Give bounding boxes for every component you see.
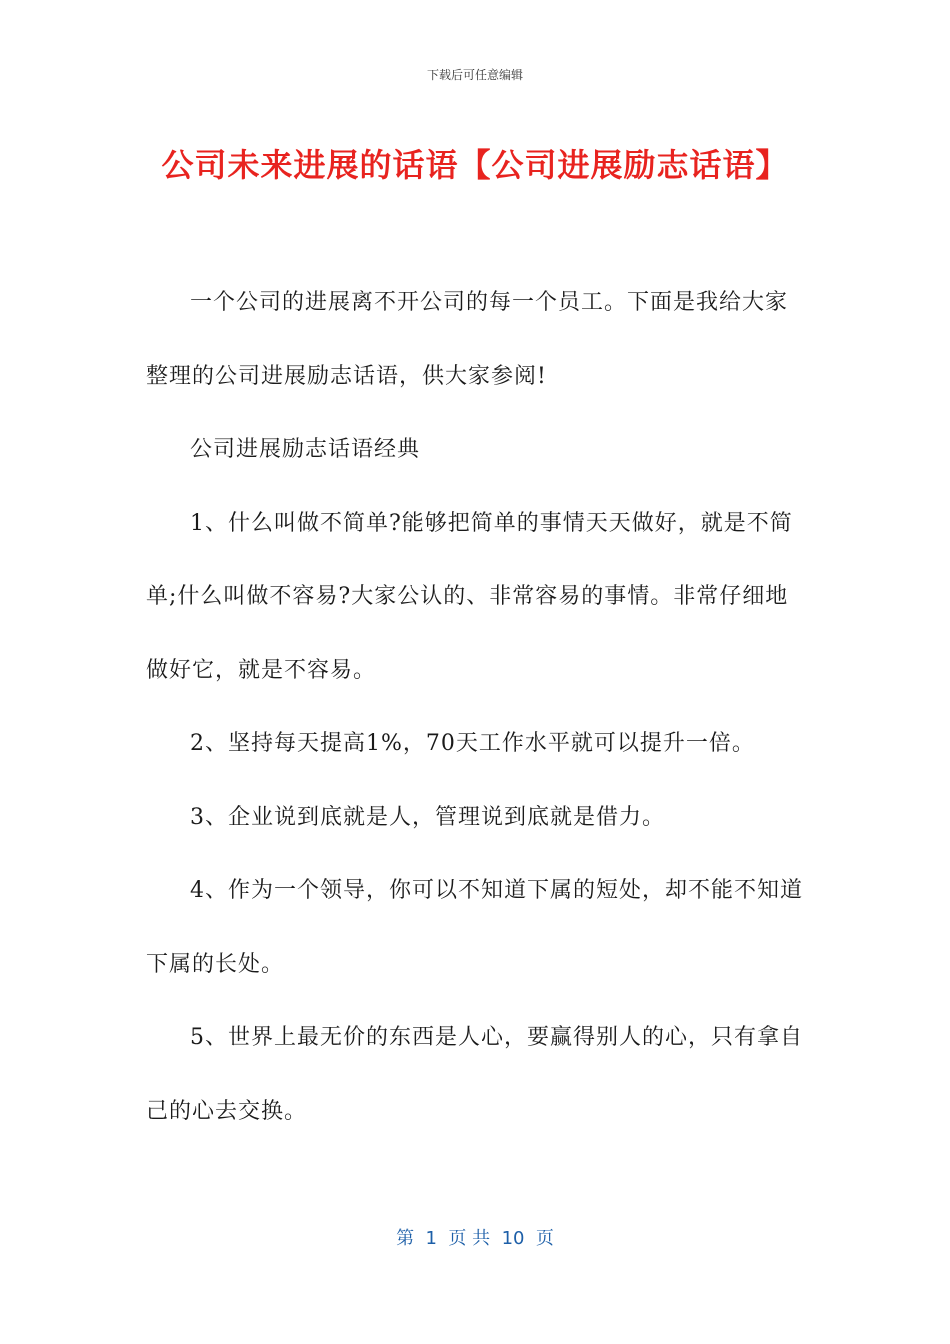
page-header-note: 下载后可任意编辑	[426, 68, 523, 82]
document-title: 公司未来进展的话语【公司进展励志话语】	[161, 146, 789, 184]
paragraph-item-3: 3、企业说到底就是人，管理说到底就是借力。	[190, 804, 665, 830]
paragraph-item-4: 4、作为一个领导，你可以不知道下属的短处，却不能不知道下属的长处。	[146, 878, 803, 977]
paragraph-subheading: 公司进展励志话语经典	[190, 437, 421, 462]
paragraph-item-2: 2、坚持每天提高1%，70天工作水平就可以提升一倍。	[190, 731, 755, 756]
paragraph-item-1: 1、什么叫做不简单?能够把简单的事情天天做好，就是不简单;什么叫做不容易?大家公认的、非常容易的事情。非常仔细地做好它，就是不容易。	[146, 510, 793, 683]
document-body	[146, 266, 806, 1148]
paragraph-intro: 一个公司的进展离不开公司的每一个员工。下面是我给大家整理的公司进展励志话语，供大家参阅!	[146, 290, 789, 389]
paragraph-item-5: 5、世界上最无价的东西是人心，要赢得别人的心，只有拿自己的心去交换。	[146, 1025, 803, 1124]
page-footer-pagination: 第 1 页 共 10 页	[396, 1228, 554, 1249]
